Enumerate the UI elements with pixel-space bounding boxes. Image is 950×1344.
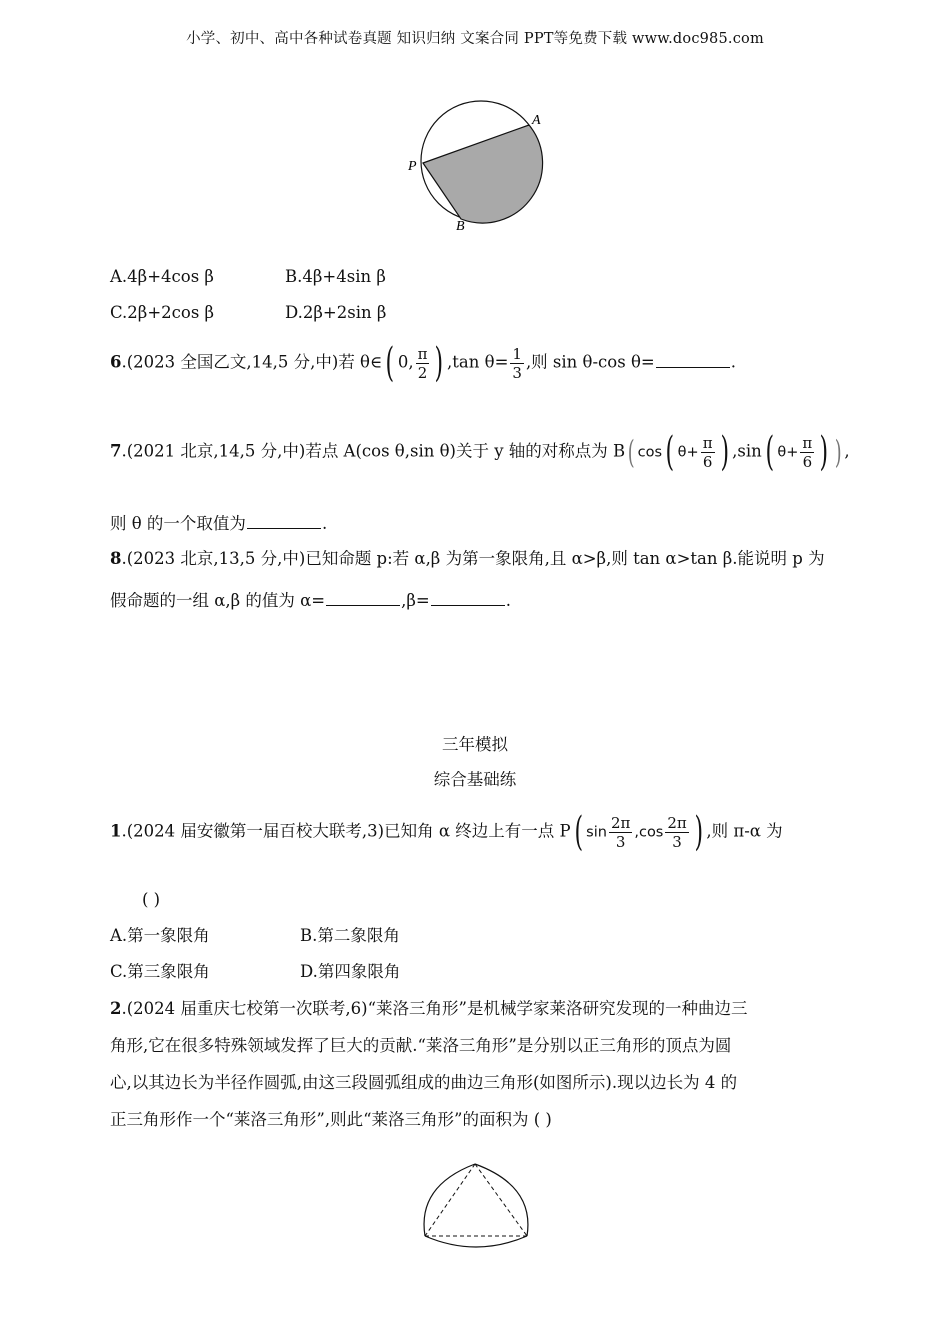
m1-2pi-over-3-b: $\frac{2\pi}{3}$ [667,813,687,851]
question-8 [110,547,825,571]
m1-option-a: A.第一象限角 [110,926,210,945]
q6-text: .(2023 全国乙文,14,5 分,中)若 θ∈ [121,352,383,372]
q7-pi-over-6-b: $\frac{\pi}{6}$ [802,433,813,471]
q5-option-b: B.4β+4sin β [285,267,386,286]
q6-number: 6 [110,352,122,372]
q7-number: 7 [110,441,122,461]
section-title: 三年模拟 [442,735,508,754]
section-subtitle: 综合基础练 [433,770,517,789]
q7-sin: ,sin [732,441,762,461]
q5-option-c: C.2β+2cos β [110,303,215,322]
question-7: 7.(2021 北京,14,5 分,中)若点 A(cos θ,sin θ)关于 y 轴的对称点为 B( cos( θ+ $\frac{\pi}{6}$ ) ,sin( θ+ $\frac{\pi}{6}$ ) ) , [110,429,850,475]
page-header: 小学、初中、高中各种试卷真题 知识归纳 文案合同 PPT等免费下载 www.doc985.com [186,31,764,47]
q6-question: ,则 sin θ-cos θ= [525,352,655,372]
q7-outer-left-paren: ( [627,433,635,471]
q6-answer-blank[interactable] [656,350,730,368]
q6-right-paren: ) [434,340,444,386]
triangle-edge-left [425,1164,475,1236]
q5-option-d: D.2β+2sin β [285,303,387,322]
question-6: 6.(2023 全国乙文,14,5 分,中)若 θ∈( 0, $\frac{\pi}{2}$ ) ,tan θ= $\frac{1}{3}$ ,则 sin θ-cos θ= . [110,340,736,386]
q8-text: .(2023 北京,13,5 分,中)已知命题 p:若 α,β 为第一象限角,且 α>β,则 tan α>tan β.能说明 p 为 [121,549,825,568]
m1-option-c: C.第三象限角 [110,962,210,981]
q6-pi-over-2: $\frac{\pi}{2}$ [417,344,428,382]
q8-number: 8 [110,549,122,568]
q7-pi-over-6-a: $\frac{\pi}{6}$ [702,433,713,471]
circle-figure [400,100,550,235]
label-b: B [456,219,465,234]
q7-text: .(2021 北京,14,5 分,中)若点 A(cos θ,sin θ)关于 y 轴的对称点为 B [121,441,626,461]
mock-question-1: 1.(2024 届安徽第一届百校大联考,3)已知角 α 终边上有一点 P( sin $\frac{2\pi}{3}$ ,cos $\frac{2\pi}{3}$ ) ,则 π-α 为 [110,809,783,855]
q6-interval-left: 0, [397,352,414,372]
q6-tan: ,tan θ= [447,352,509,372]
q7-line2: 则 θ 的一个取值为 . [110,511,327,536]
label-p: P [408,159,417,174]
m2-line4: 正三角形作一个“莱洛三角形”,则此“莱洛三角形”的面积为 ( ) [110,1110,552,1129]
reuleaux-triangle-figure [415,1158,540,1250]
q7-answer-blank[interactable] [247,511,321,529]
reuleaux-arc-bottom [425,1236,527,1247]
q5-option-a: A.4β+4cos β [110,267,214,286]
mock-question-2: 2.(2024 届重庆七校第一次联考,6)“莱洛三角形”是机械学家莱洛研究发现的一种曲边三 [110,999,748,1018]
m2-line3: 心,以其边长为半径作圆弧,由这三段圆弧组成的曲边三角形(如图所示).现以边长为 4 的 [110,1073,738,1092]
m1-option-b: B.第二象限角 [300,926,400,945]
q7-cos: cos [637,444,663,461]
shaded-region [423,125,543,223]
q6-left-paren: ( [385,340,395,386]
m1-2pi-over-3-a: $\frac{2\pi}{3}$ [610,813,631,851]
triangle-edge-right [475,1164,527,1236]
m1-number: 1 [110,821,122,841]
m2-line2: 角形,它在很多特殊领域发挥了巨大的贡献.“莱洛三角形”是分别以正三角形的顶点为圆 [110,1036,732,1055]
m1-text: .(2024 届安徽第一届百校大联考,3)已知角 α 终边上有一点 P [121,821,571,841]
q8-line2: 假命题的一组 α,β 的值为 α= ,β= . [110,588,511,613]
m1-option-d: D.第四象限角 [300,962,401,981]
q8-beta-blank[interactable] [431,588,505,606]
q6-one-third: $\frac{1}{3}$ [512,344,522,382]
label-a: A [532,113,541,128]
q8-alpha-blank[interactable] [326,588,400,606]
m2-number: 2 [110,999,122,1018]
m1-answer-paren: ( ) [142,890,161,909]
q7-outer-right-paren: ) [834,433,842,471]
